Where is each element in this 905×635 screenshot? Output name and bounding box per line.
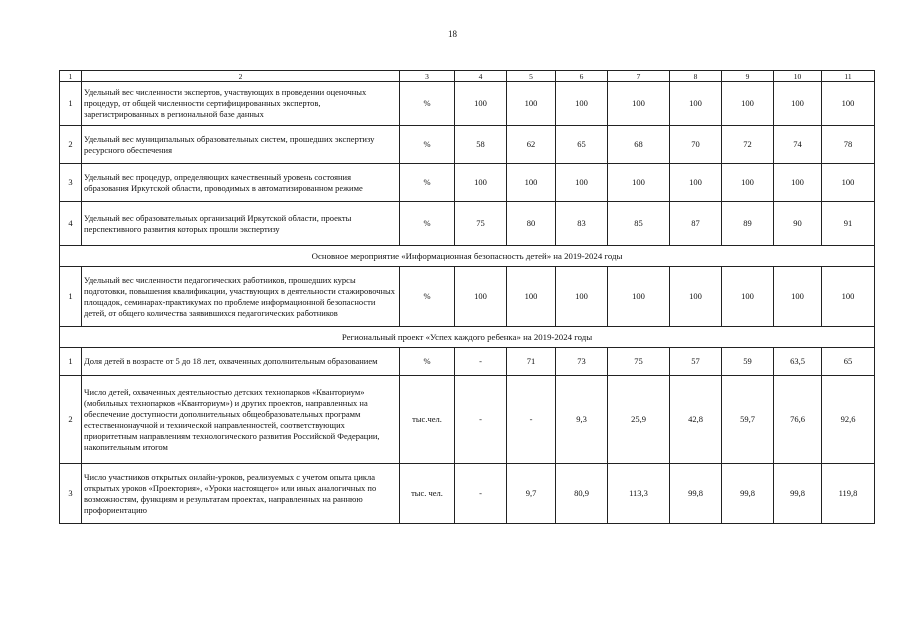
row-number: 2 <box>60 376 82 464</box>
value-cell: 80 <box>507 202 556 246</box>
table-row <box>60 82 875 126</box>
value-cell: 78 <box>822 126 875 164</box>
value-cell: 100 <box>774 164 822 202</box>
value-cell: 119,8 <box>822 464 875 524</box>
value-cell: - <box>455 376 507 464</box>
value-cell: 99,8 <box>722 464 774 524</box>
value-cell: 75 <box>455 202 507 246</box>
table-row <box>60 464 875 524</box>
value-cell: 87 <box>670 202 722 246</box>
header-cell: 9 <box>722 71 774 82</box>
value-cell: 100 <box>608 267 670 327</box>
indicator-description: Число участников открытых онлайн-уроков, реализуемых с учетом опыта цикла открытых уроков «Проектория», «Уроки настоящего» или иных аналогичных по возможностям, функциям и результатам проектах, направленных на раннюю профориентацию <box>82 464 400 524</box>
unit-cell: % <box>400 348 455 376</box>
value-cell: 74 <box>774 126 822 164</box>
value-cell: 65 <box>822 348 875 376</box>
section-row <box>60 327 875 348</box>
value-cell: 113,3 <box>608 464 670 524</box>
value-cell: - <box>455 464 507 524</box>
value-cell: 89 <box>722 202 774 246</box>
value-cell: 92,6 <box>822 376 875 464</box>
unit-cell: % <box>400 164 455 202</box>
table-row <box>60 348 875 376</box>
unit-cell: тыс. чел. <box>400 464 455 524</box>
row-number: 3 <box>60 164 82 202</box>
page-number: 18 <box>448 29 457 39</box>
row-number: 1 <box>60 348 82 376</box>
value-cell: 100 <box>455 267 507 327</box>
value-cell: 99,8 <box>774 464 822 524</box>
value-cell: 62 <box>507 126 556 164</box>
header-cell: 4 <box>455 71 507 82</box>
value-cell: 9,3 <box>556 376 608 464</box>
value-cell: 25,9 <box>608 376 670 464</box>
value-cell: 100 <box>822 82 875 126</box>
row-number: 1 <box>60 267 82 327</box>
row-number: 2 <box>60 126 82 164</box>
value-cell: 65 <box>556 126 608 164</box>
header-cell: 10 <box>774 71 822 82</box>
value-cell: 59,7 <box>722 376 774 464</box>
header-row <box>60 71 875 82</box>
row-number: 3 <box>60 464 82 524</box>
header-cell: 6 <box>556 71 608 82</box>
header-cell: 11 <box>822 71 875 82</box>
value-cell: - <box>507 376 556 464</box>
table-row <box>60 164 875 202</box>
section-title: Региональный проект «Успех каждого ребенка» на 2019-2024 годы <box>60 327 875 348</box>
table-row <box>60 202 875 246</box>
header-cell: 3 <box>400 71 455 82</box>
table-body <box>60 71 875 524</box>
value-cell: 100 <box>822 267 875 327</box>
value-cell: 85 <box>608 202 670 246</box>
value-cell: 100 <box>608 164 670 202</box>
value-cell: 100 <box>608 82 670 126</box>
value-cell: 100 <box>556 267 608 327</box>
value-cell: 75 <box>608 348 670 376</box>
value-cell: 59 <box>722 348 774 376</box>
value-cell: 100 <box>722 267 774 327</box>
value-cell: 63,5 <box>774 348 822 376</box>
unit-cell: % <box>400 82 455 126</box>
indicator-description: Удельный вес муниципальных образовательных систем, прошедших экспертизу ресурсного обеспечения <box>82 126 400 164</box>
row-number: 1 <box>60 82 82 126</box>
value-cell: 100 <box>670 82 722 126</box>
indicator-description: Удельный вес процедур, определяющих качественный уровень состояния образования Иркутской области, проводимых в автоматизированном режиме <box>82 164 400 202</box>
value-cell: 80,9 <box>556 464 608 524</box>
value-cell: 100 <box>722 82 774 126</box>
value-cell: - <box>455 348 507 376</box>
value-cell: 100 <box>556 164 608 202</box>
value-cell: 72 <box>722 126 774 164</box>
header-cell: 1 <box>60 71 82 82</box>
value-cell: 9,7 <box>507 464 556 524</box>
value-cell: 76,6 <box>774 376 822 464</box>
section-title: Основное мероприятие «Информационная безопасность детей» на 2019-2024 годы <box>60 246 875 267</box>
value-cell: 100 <box>507 164 556 202</box>
value-cell: 71 <box>507 348 556 376</box>
value-cell: 100 <box>455 164 507 202</box>
unit-cell: % <box>400 126 455 164</box>
indicator-description: Удельный вес образовательных организаций Иркутской области, проекты перспективного развития которых прошли экспертизу <box>82 202 400 246</box>
value-cell: 100 <box>774 82 822 126</box>
table-row <box>60 126 875 164</box>
row-number: 4 <box>60 202 82 246</box>
indicator-description: Удельный вес численности педагогических работников, прошедших курсы подготовки, повышения квалификации, участвующих в деятельности стажировочных площадок, семинарах-практикумах по проблеме информационной безопасности детей, от общего количества заявившихся педагогических работников <box>82 267 400 327</box>
value-cell: 100 <box>774 267 822 327</box>
section-row <box>60 246 875 267</box>
value-cell: 83 <box>556 202 608 246</box>
value-cell: 68 <box>608 126 670 164</box>
unit-cell: % <box>400 267 455 327</box>
value-cell: 100 <box>455 82 507 126</box>
value-cell: 90 <box>774 202 822 246</box>
table-row <box>60 267 875 327</box>
header-cell: 5 <box>507 71 556 82</box>
value-cell: 73 <box>556 348 608 376</box>
value-cell: 100 <box>670 164 722 202</box>
unit-cell: тыс.чел. <box>400 376 455 464</box>
unit-cell: % <box>400 202 455 246</box>
value-cell: 100 <box>507 267 556 327</box>
value-cell: 70 <box>670 126 722 164</box>
value-cell: 58 <box>455 126 507 164</box>
value-cell: 100 <box>670 267 722 327</box>
value-cell: 91 <box>822 202 875 246</box>
indicators-table <box>59 70 875 524</box>
value-cell: 100 <box>822 164 875 202</box>
value-cell: 57 <box>670 348 722 376</box>
indicator-description: Число детей, охваченных деятельностью детских технопарков «Кванториум» (мобильных технопарков «Кванториум») и других проектов, направленных на обеспечение доступности дополнительных общеобразовательных программ естественнонаучной и технической направленностей, соответствующих приоритетным направлениям технологического развития Российской Федерации, накопительным итогом <box>82 376 400 464</box>
table-row <box>60 376 875 464</box>
header-cell: 8 <box>670 71 722 82</box>
header-cell: 7 <box>608 71 670 82</box>
value-cell: 99,8 <box>670 464 722 524</box>
header-cell: 2 <box>82 71 400 82</box>
indicator-description: Доля детей в возрасте от 5 до 18 лет, охваченных дополнительным образованием <box>82 348 400 376</box>
value-cell: 100 <box>556 82 608 126</box>
indicator-description: Удельный вес численности экспертов, участвующих в проведении оценочных процедур, от общей численности сертифицированных экспертов, зарегистрированных в региональной базе данных <box>82 82 400 126</box>
value-cell: 100 <box>507 82 556 126</box>
value-cell: 42,8 <box>670 376 722 464</box>
value-cell: 100 <box>722 164 774 202</box>
